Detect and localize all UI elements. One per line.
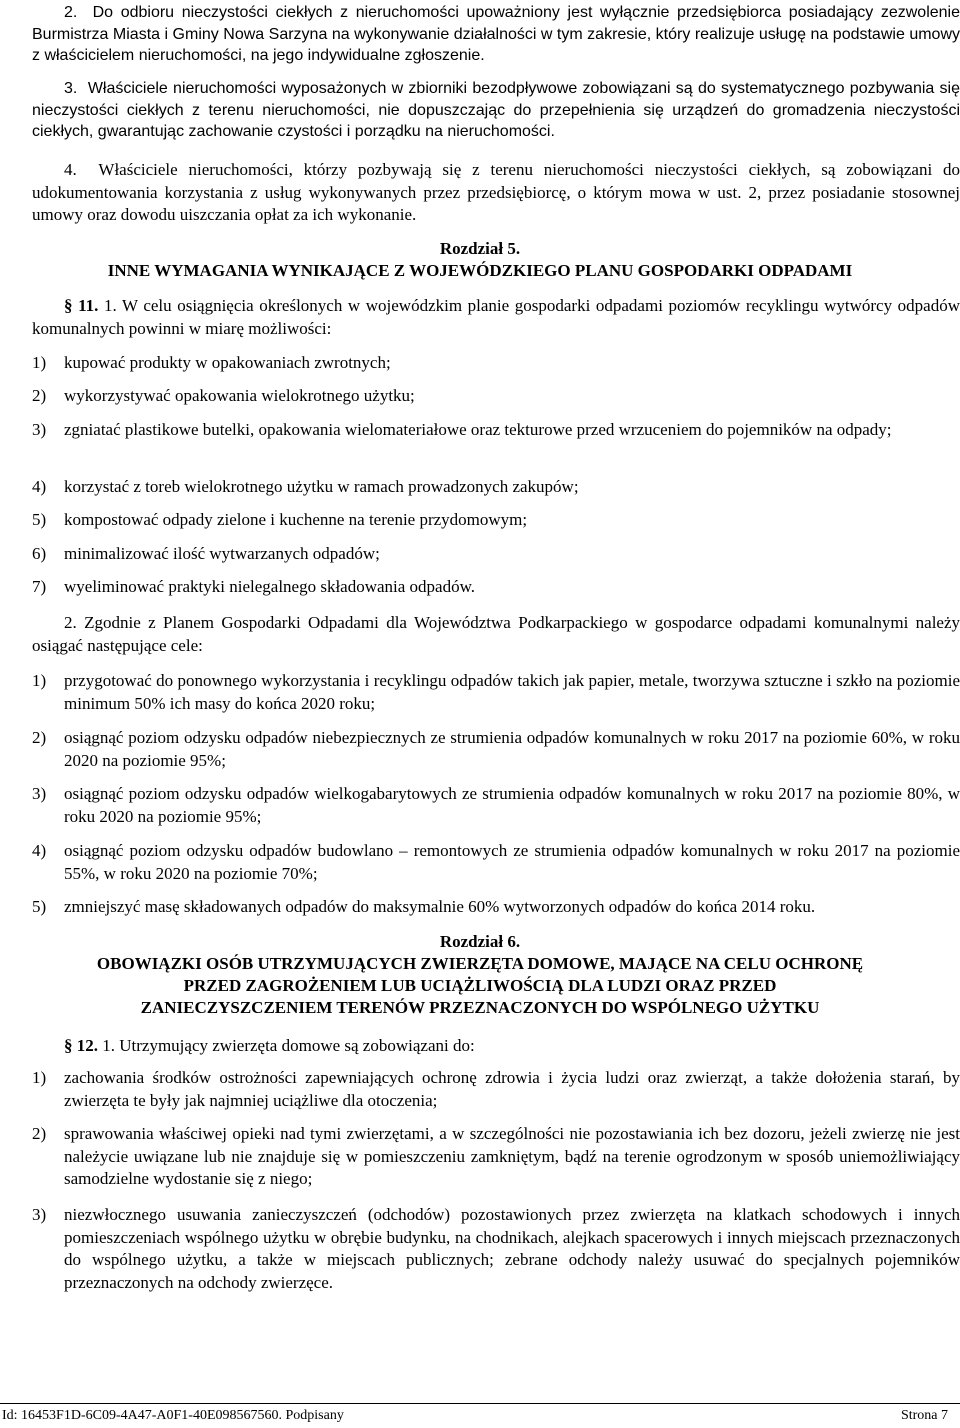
list-item-number: 1) xyxy=(32,353,47,372)
document-id: Id: 16453F1D-6C09-4A47-A0F1-40E098567560. Podpisany xyxy=(2,1408,344,1423)
chapter-6-title-line-1: OBOWIĄZKI OSÓB UTRZYMUJĄCYCH ZWIERZĘTA DOMOWE, MAJĄCE NA CELU OCHRONĘ xyxy=(96,954,864,973)
list-item-text: sprawowania właściwej opieki nad tymi zwierzętami, a w szczególności nie pozostawiania ich bez dozoru, jeżeli zwierzę nie jest należycie uwiązane lub nie znajduje się w pomieszczeniu zamkniętym, bądź na terenie ogrodzonym w sposób uniemożliwiający samodzielne wydostanie się z niego; xyxy=(64,1124,960,1188)
list-item-number: 4) xyxy=(32,841,47,860)
list-item-text: zachowania środków ostrożności zapewniających ochronę zdrowia i życia ludzi oraz zwierząt, a także dołożenia starań, by zwierzęta te były jak najmniej uciążliwe dla otoczenia; xyxy=(64,1068,960,1110)
list-item xyxy=(32,670,960,715)
list-item-text: minimalizować ilość wytwarzanych odpadów; xyxy=(64,544,380,563)
list-item-text: wykorzystywać opakowania wielokrotnego użytku; xyxy=(64,386,415,405)
chapter-5-title: INNE WYMAGANIA WYNIKAJĄCE Z WOJEWÓDZKIEGO PLANU GOSPODARKI ODPADAMI xyxy=(107,261,853,280)
list-item-number: 5) xyxy=(32,897,47,916)
list-item-text: osiągnąć poziom odzysku odpadów budowlano – remontowych ze strumienia odpadów komunalnych w roku 2017 na poziomie 55%, w roku 2020 na poziomie 70%; xyxy=(64,841,960,883)
paragraph-text: Zgodnie z Planem Gospodarki Odpadami dla Województwa Podkarpackiego w gospodarce odpadami komunalnymi należy osiągać następujące cele: xyxy=(32,613,960,655)
list-item xyxy=(32,1123,960,1191)
list-item xyxy=(32,1067,960,1112)
list-item-number: 3) xyxy=(32,784,47,803)
list-item-number: 3) xyxy=(32,420,47,439)
footer-divider xyxy=(0,1403,960,1404)
list-item-number: 3) xyxy=(32,1205,47,1224)
paragraph-text: Właściciele nieruchomości, którzy pozbywają się z terenu nieruchomości nieczystości ciekłych, są zobowiązani do udokumentowania korzystania z usług wykonywanych przez przedsiębiorcę, o którym mowa w ust. 2, przez posiadanie stosownej umowy oraz dowodu uiszczania opłat za ich wykonanie. xyxy=(32,160,960,224)
list-item xyxy=(32,385,960,408)
list-item-text: kupować produkty w opakowaniach zwrotnych; xyxy=(64,353,391,372)
list-item xyxy=(32,543,960,566)
section-11-paragraph-1 xyxy=(32,295,960,340)
chapter-6-title-line-3: ZANIECZYSZCZENIEM TERENÓW PRZEZNACZONYCH DO WSPÓLNEGO UŻYTKU xyxy=(140,998,820,1017)
list-item-number: 2) xyxy=(32,728,47,747)
list-item-number: 2) xyxy=(32,386,47,405)
list-item xyxy=(32,352,960,375)
list-item-number: 4) xyxy=(32,477,47,496)
list-item-number: 5) xyxy=(32,510,47,529)
section-12-paragraph-1 xyxy=(32,1035,960,1058)
paragraph-text: Właściciele nieruchomości wyposażonych w zbiorniki bezodpływowe zobowiązani są do systematycznego pozbywania się nieczystości ciekłych z terenu nieruchomości, nie dopuszczając do przepełnienia się urządzeń do gromadzenia nieczystości ciekłych, gwarantując zachowanie czystości i porządku na nieruchomości. xyxy=(32,80,960,140)
list-item-text: osiągnąć poziom odzysku odpadów wielkogabarytowych ze strumienia odpadów komunalnych w roku 2017 na poziomie 80%, w roku 2020 na poziomie 95%; xyxy=(64,784,960,826)
list-item-number: 6) xyxy=(32,544,47,563)
list-item-text: korzystać z toreb wielokrotnego użytku w ramach prowadzonych zakupów; xyxy=(64,477,579,496)
list-item xyxy=(32,896,960,919)
list-item-text: niezwłocznego usuwania zanieczyszczeń (odchodów) pozostawionych przez zwierzęta na klatkach schodowych i innych pomieszczeniach wspólnego użytku w obrębie budynku, na chodnikach, alejkach spacerowych i innych miejscach przeznaczonych do wspólnego użytku, a także w miejscach publicznych; zebrane odchody należy usuwać do specjalnych pojemników przeznaczonych na odchody zwierzęce. xyxy=(64,1205,960,1292)
list-item-number: 7) xyxy=(32,577,47,596)
list-item-text: kompostować odpady zielone i kuchenne na terenie przydomowym; xyxy=(64,510,528,529)
list-item-number: 2) xyxy=(32,1124,47,1143)
list-item xyxy=(32,476,960,499)
paragraph-number: 1. xyxy=(103,296,117,315)
list-item-text: wyeliminować praktyki nielegalnego składowania odpadów. xyxy=(64,577,476,596)
paragraph-4 xyxy=(32,159,960,227)
list-item-number: 1) xyxy=(32,1068,47,1087)
list-item xyxy=(32,783,960,828)
list-item xyxy=(32,419,960,442)
chapter-6-label: Rozdział 6. xyxy=(439,932,521,951)
paragraph-text: Utrzymujący zwierzęta domowe są zobowiązani do: xyxy=(119,1036,475,1055)
paragraph-3 xyxy=(32,78,960,143)
list-item-text: zmniejszyć masę składowanych odpadów do maksymalnie 60% wytworzonych odpadów do końca 2014 roku. xyxy=(64,897,816,916)
list-item xyxy=(32,509,960,532)
page-number: Strona 7 xyxy=(900,1408,948,1423)
list-item xyxy=(32,840,960,885)
list-item-number: 1) xyxy=(32,671,47,690)
paragraph-number: 2. xyxy=(64,613,77,632)
paragraph-number: 2. xyxy=(64,4,78,21)
list-item xyxy=(32,1204,960,1294)
list-item xyxy=(32,727,960,772)
chapter-6-title-line-2: PRZED ZAGROŻENIEM LUB UCIĄŻLIWOŚCIĄ DLA LUDZI ORAZ PRZED xyxy=(183,976,777,995)
paragraph-text: W celu osiągnięcia określonych w wojewódzkim planie gospodarki odpadami poziomów recyklingu wytwórcy odpadów komunalnych powinni w miarę możliwości: xyxy=(32,296,960,338)
paragraph-number: 1. xyxy=(102,1036,115,1055)
section-11-paragraph-2 xyxy=(32,612,960,657)
list-item-text: przygotować do ponownego wykorzystania i recyklingu odpadów takich jak papier, metale, tworzywa sztuczne i szkło na poziomie minimum 50% ich masy do końca 2020 roku; xyxy=(64,671,960,713)
paragraph-text: Do odbioru nieczystości ciekłych z nieruchomości upoważniony jest wyłącznie przedsiębiorca posiadający zezwolenie Burmistrza Miasta i Gminy Nowa Sarzyna na wykonywanie działalności w tym zakresie, który realizuje usługę na podstawie umowy z właścicielem nieruchomości, na jego indywidualne zgłoszenie. xyxy=(32,4,960,64)
list-item-text: zgniatać plastikowe butelki, opakowania wielomateriałowe oraz tekturowe przed wrzuceniem do pojemników na odpady; xyxy=(64,420,892,439)
paragraph-2 xyxy=(32,2,960,67)
chapter-5-label: Rozdział 5. xyxy=(439,239,521,258)
list-item-text: osiągnąć poziom odzysku odpadów niebezpiecznych ze strumienia odpadów komunalnych w roku 2017 na poziomie 60%, w roku 2020 na poziomie 95%; xyxy=(64,728,960,770)
section-number: § 11. xyxy=(64,296,99,315)
paragraph-number: 3. xyxy=(64,80,78,97)
list-item xyxy=(32,576,960,599)
section-number: § 12. xyxy=(64,1036,98,1055)
paragraph-number: 4. xyxy=(64,160,77,179)
